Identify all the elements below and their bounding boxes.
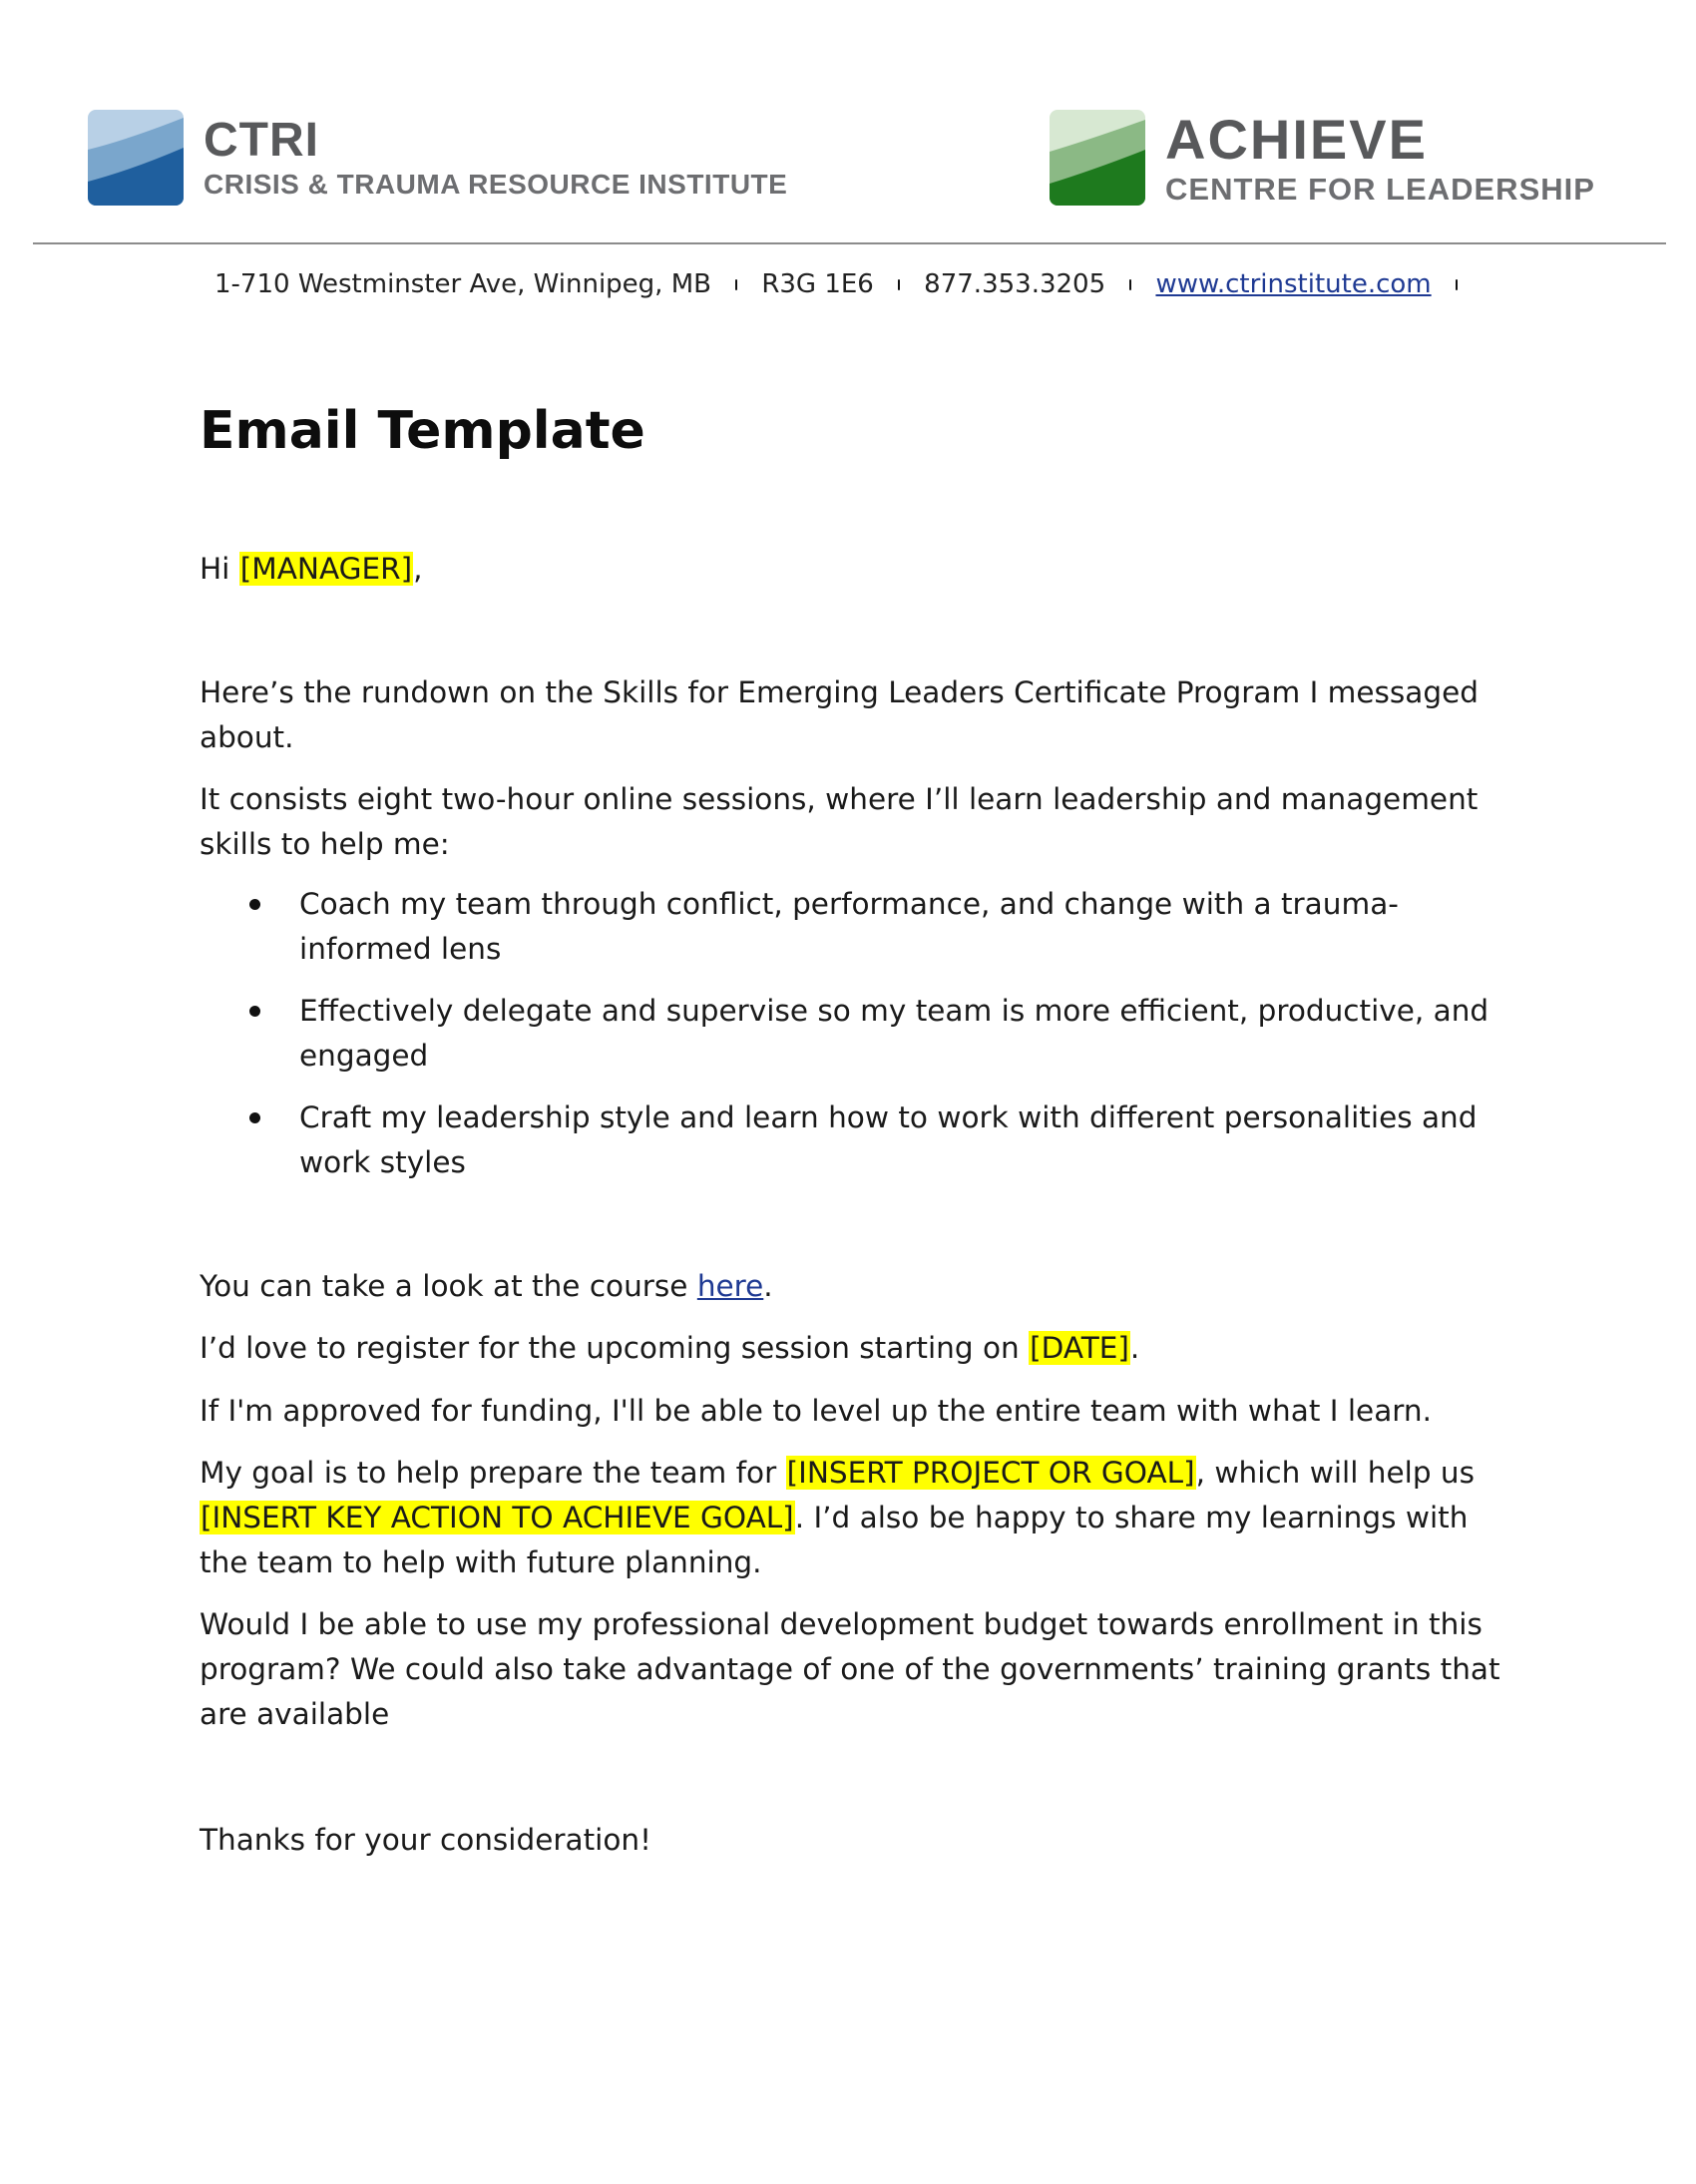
separator-bullet-icon — [1456, 279, 1458, 290]
skills-list — [200, 882, 1506, 1202]
bullet-icon — [249, 1112, 260, 1123]
address-street: 1-710 Westminster Ave, Winnipeg, MB — [214, 269, 711, 299]
page-title: Email Template — [200, 401, 645, 461]
list-item — [200, 1095, 1506, 1185]
separator-bullet-icon — [898, 279, 900, 290]
course-paragraph — [200, 1264, 1506, 1309]
goal-middle: , which will help us — [1195, 1456, 1475, 1490]
register-paragraph — [200, 1326, 1506, 1371]
achieve-logo-subtitle: CENTRE FOR LEADERSHIP — [1165, 171, 1595, 207]
intro-paragraph: Here’s the rundown on the Skills for Emerging Leaders Certificate Program I messaged about. — [200, 675, 1479, 754]
achieve-logo-icon — [1050, 110, 1145, 206]
sessions-paragraph: It consists eight two-hour online sessions, where I’ll learn leadership and management skills to help me: — [200, 782, 1479, 861]
address-postal: R3G 1E6 — [761, 269, 874, 299]
course-suffix: . — [763, 1269, 773, 1303]
register-prefix: I’d love to register for the upcoming session starting on — [200, 1331, 1030, 1365]
goal-prefix: My goal is to help prepare the team for — [200, 1456, 786, 1490]
funding-paragraph: If I'm approved for funding, I'll be able to level up the entire team with what I learn. — [200, 1394, 1432, 1428]
list-item-text: Effectively delegate and supervise so my team is more efficient, productive, and engaged — [299, 994, 1489, 1073]
ctri-logo-title: CTRI — [204, 114, 319, 167]
achieve-logo-title: ACHIEVE — [1165, 107, 1428, 171]
budget-paragraph: Would I be able to use my professional development budget towards enrollment in this program? We could also take advantage of one of the governments’ training grants that are available — [200, 1607, 1500, 1731]
list-item — [200, 882, 1506, 972]
list-item-text: Craft my leadership style and learn how to work with different personalities and work styles — [299, 1100, 1478, 1179]
address-phone: 877.353.3205 — [924, 269, 1106, 299]
register-suffix: . — [1129, 1331, 1140, 1365]
list-item-text: Coach my team through conflict, performance, and change with a trauma-informed lens — [299, 887, 1399, 966]
separator-bullet-icon — [1129, 279, 1131, 290]
bullet-icon — [249, 1006, 260, 1017]
greeting — [200, 547, 1506, 592]
ctri-logo-subtitle: CRISIS & TRAUMA RESOURCE INSTITUTE — [204, 169, 788, 200]
greeting-prefix: Hi — [200, 552, 239, 586]
bullet-icon — [249, 899, 260, 910]
key-action-placeholder: [INSERT KEY ACTION TO ACHIEVE GOAL] — [201, 1501, 794, 1534]
website-link[interactable]: www.ctrinstitute.com — [1155, 269, 1432, 299]
date-placeholder: [DATE] — [1030, 1331, 1129, 1365]
goal-suffix: . I’d also be happy to share my learnings with the team to help with future planning. — [200, 1501, 1469, 1579]
ctri-logo — [88, 110, 787, 206]
list-item — [200, 989, 1506, 1079]
goal-paragraph — [200, 1451, 1506, 1585]
manager-placeholder: [MANAGER] — [239, 552, 413, 586]
course-prefix: You can take a look at the course — [200, 1269, 697, 1303]
course-link[interactable]: here — [696, 1269, 764, 1303]
closing: Thanks for your consideration! — [200, 1823, 651, 1857]
address-line — [214, 269, 1482, 299]
separator-bullet-icon — [735, 279, 737, 290]
achieve-logo — [1050, 107, 1595, 207]
greeting-suffix: , — [413, 552, 423, 586]
header-divider — [33, 242, 1666, 244]
project-placeholder: [INSERT PROJECT OR GOAL] — [786, 1456, 1195, 1490]
ctri-logo-icon — [88, 110, 184, 206]
